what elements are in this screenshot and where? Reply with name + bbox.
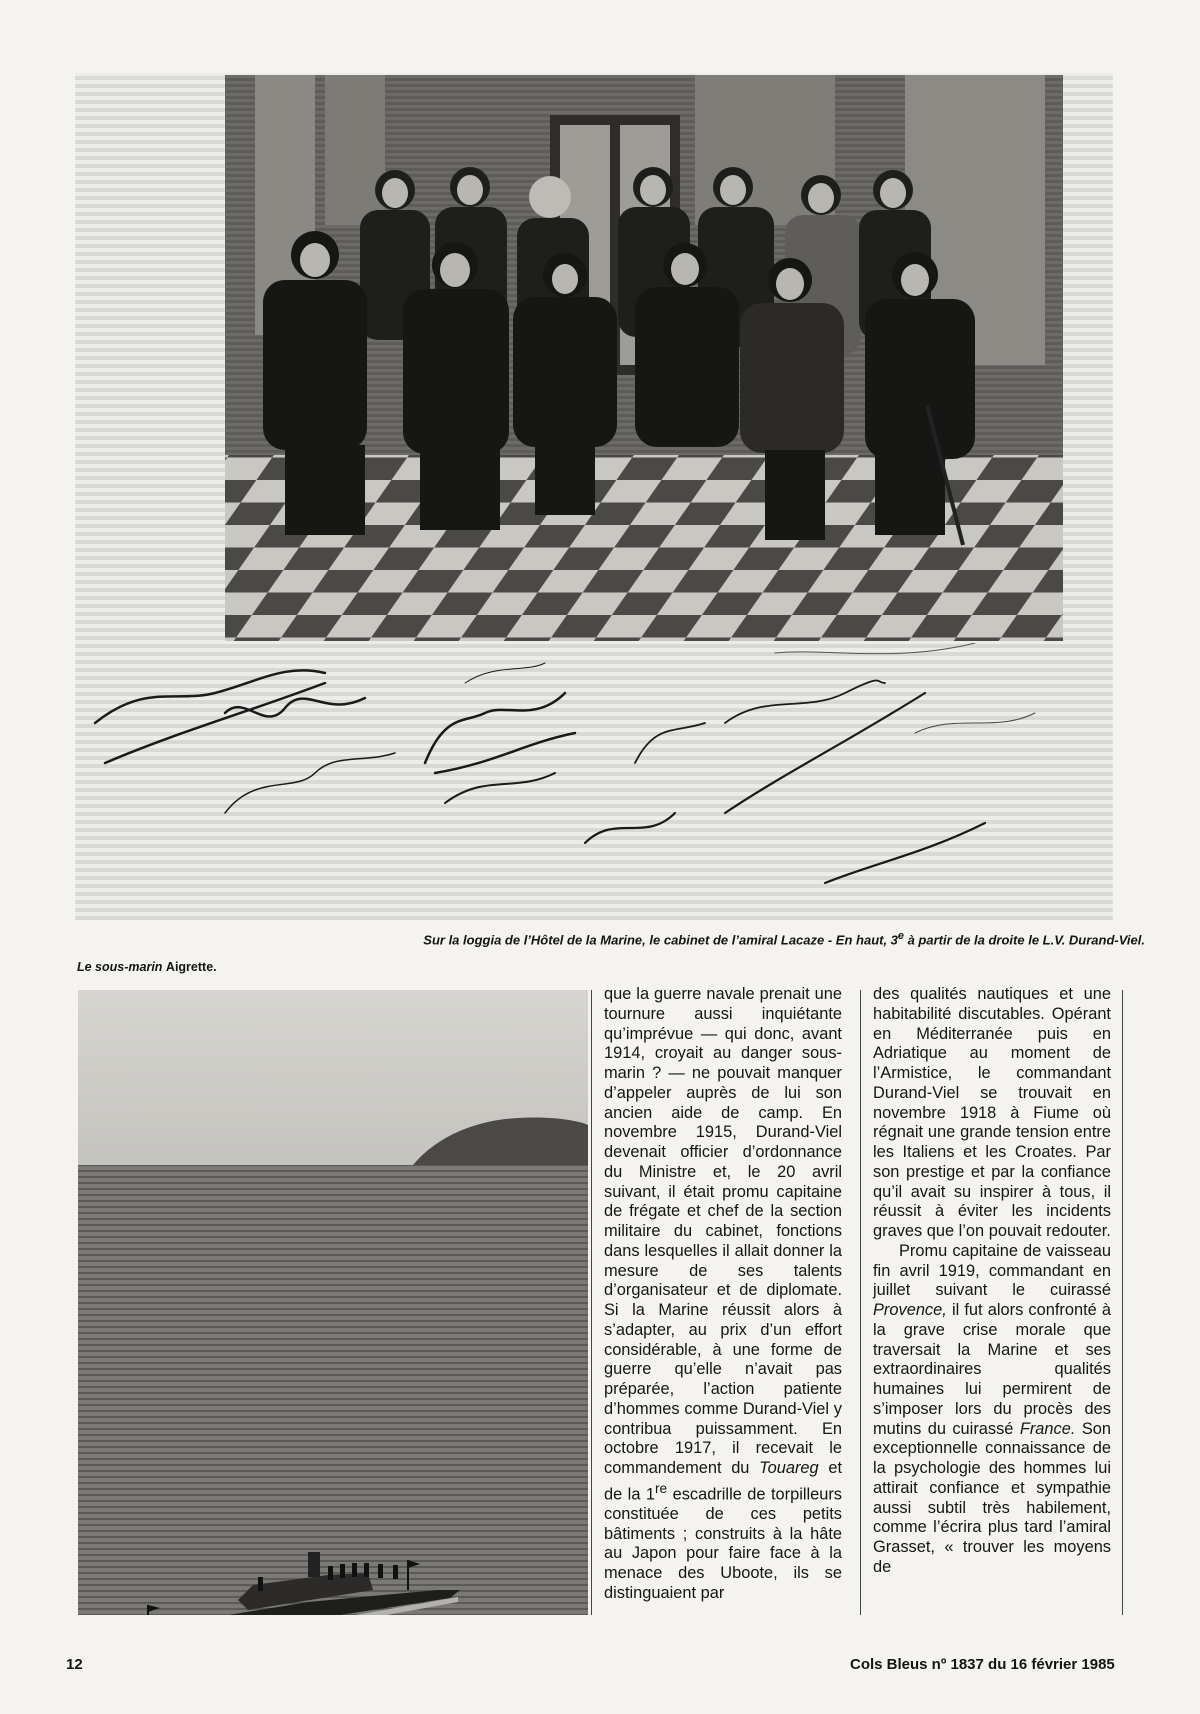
article-paragraph (604, 985, 842, 1604)
group-photo-panel (75, 73, 1113, 920)
submarine-photo (78, 990, 588, 1615)
photo-caption-start: Sur la loggia de l’Hôtel de la Marine, le cabinet de l’amiral Lacaze - En haut, 3 (423, 932, 898, 948)
text-run: Promu capitaine de vaisseau fin avril 1919, commandant en juillet suivant le cuirassé (873, 1241, 1111, 1300)
submarine-caption (77, 960, 217, 974)
column-rule (1122, 990, 1123, 1615)
photo-caption-end: à partir de la droite le L.V. Durand-Viel. (903, 932, 1145, 948)
article-column-2 (873, 985, 1111, 1625)
text-run: que la guerre navale prenait une tournure aussi inquiétante qu’imprévue — qui donc, avant 1914, croyait au danger sous-marin ? — ne pouvait manquer d’appeler auprès de lui son ancien aide de camp. En novembre 1915, Durand-Viel devenait officier d’ordonnance du Ministre et, le 20 avril suivant, il était promu capitaine de frégate et chef de la section militaire du cabinet, fonctions dans lesquelles il allait donner la mesure de ses talents d’organisateur et de diplomate. Si la Marine réussit alors à s’adapter, au prix d’un effort considérable, à une forme de guerre qu’elle n’avait pas préparée, l’action patiente d’hommes comme Durand-Viel y contribua puissamment. En octobre 1917, il recevait le commandement du (604, 985, 842, 1477)
text-run: Son exceptionnelle connaissance de la psychologie des hommes lui attirait confiance et sympathie aussi subtil très habilement, comme l’écrira plus tard l’amiral Grasset, « trouver les moyens de (873, 1419, 1111, 1576)
column-rule (591, 990, 592, 1615)
autograph-signatures (85, 643, 1105, 911)
column-rule (860, 990, 861, 1615)
ship-name: Touareg (759, 1459, 819, 1477)
article-column-1 (604, 985, 842, 1625)
article-paragraph (873, 1242, 1111, 1578)
submarine-name: Aigrette. (165, 960, 217, 974)
article-paragraph: des qualités nautiques et une habitabilité discutables. Opérant en Méditerranée puis en Adriatique au moment de l’Armistice, le commandant Durand-Viel se trouvait en novembre 1918 à Fiume où régnait une grande tension entre les Italiens et les Croates. Par son prestige et par la confiance qu’il avait su inspirer à tous, il réussit à éviter les incidents graves que l’on pouvait redouter. (873, 985, 1111, 1240)
text-run: escadrille de torpilleurs constituée de ces petits bâtiments ; construits à la hâte au Japon pour faire face à la menace des Uboote, ils se distinguaient par (604, 1485, 843, 1602)
text-run: et de la 1 (604, 1459, 842, 1504)
ordinal-superscript: re (655, 1480, 668, 1496)
text-run: il fut alors confronté à la grave crise morale que traversait la Marine et ses extraordinaires qualités humaines lui permirent de s’imposer lors du procès des mutins du cuirassé (873, 1301, 1111, 1438)
photo-caption (130, 930, 1145, 947)
photo-caption-superscript: e (897, 930, 904, 942)
submarine-caption-prefix: Le sous-marin (77, 960, 166, 974)
group-photo (225, 75, 1063, 641)
page-number: 12 (66, 1656, 83, 1673)
ship-name: Provence, (873, 1301, 947, 1319)
publication-footer: Cols Bleus nº 1837 du 16 février 1985 (850, 1656, 1115, 1673)
ship-name: France. (1019, 1419, 1076, 1438)
